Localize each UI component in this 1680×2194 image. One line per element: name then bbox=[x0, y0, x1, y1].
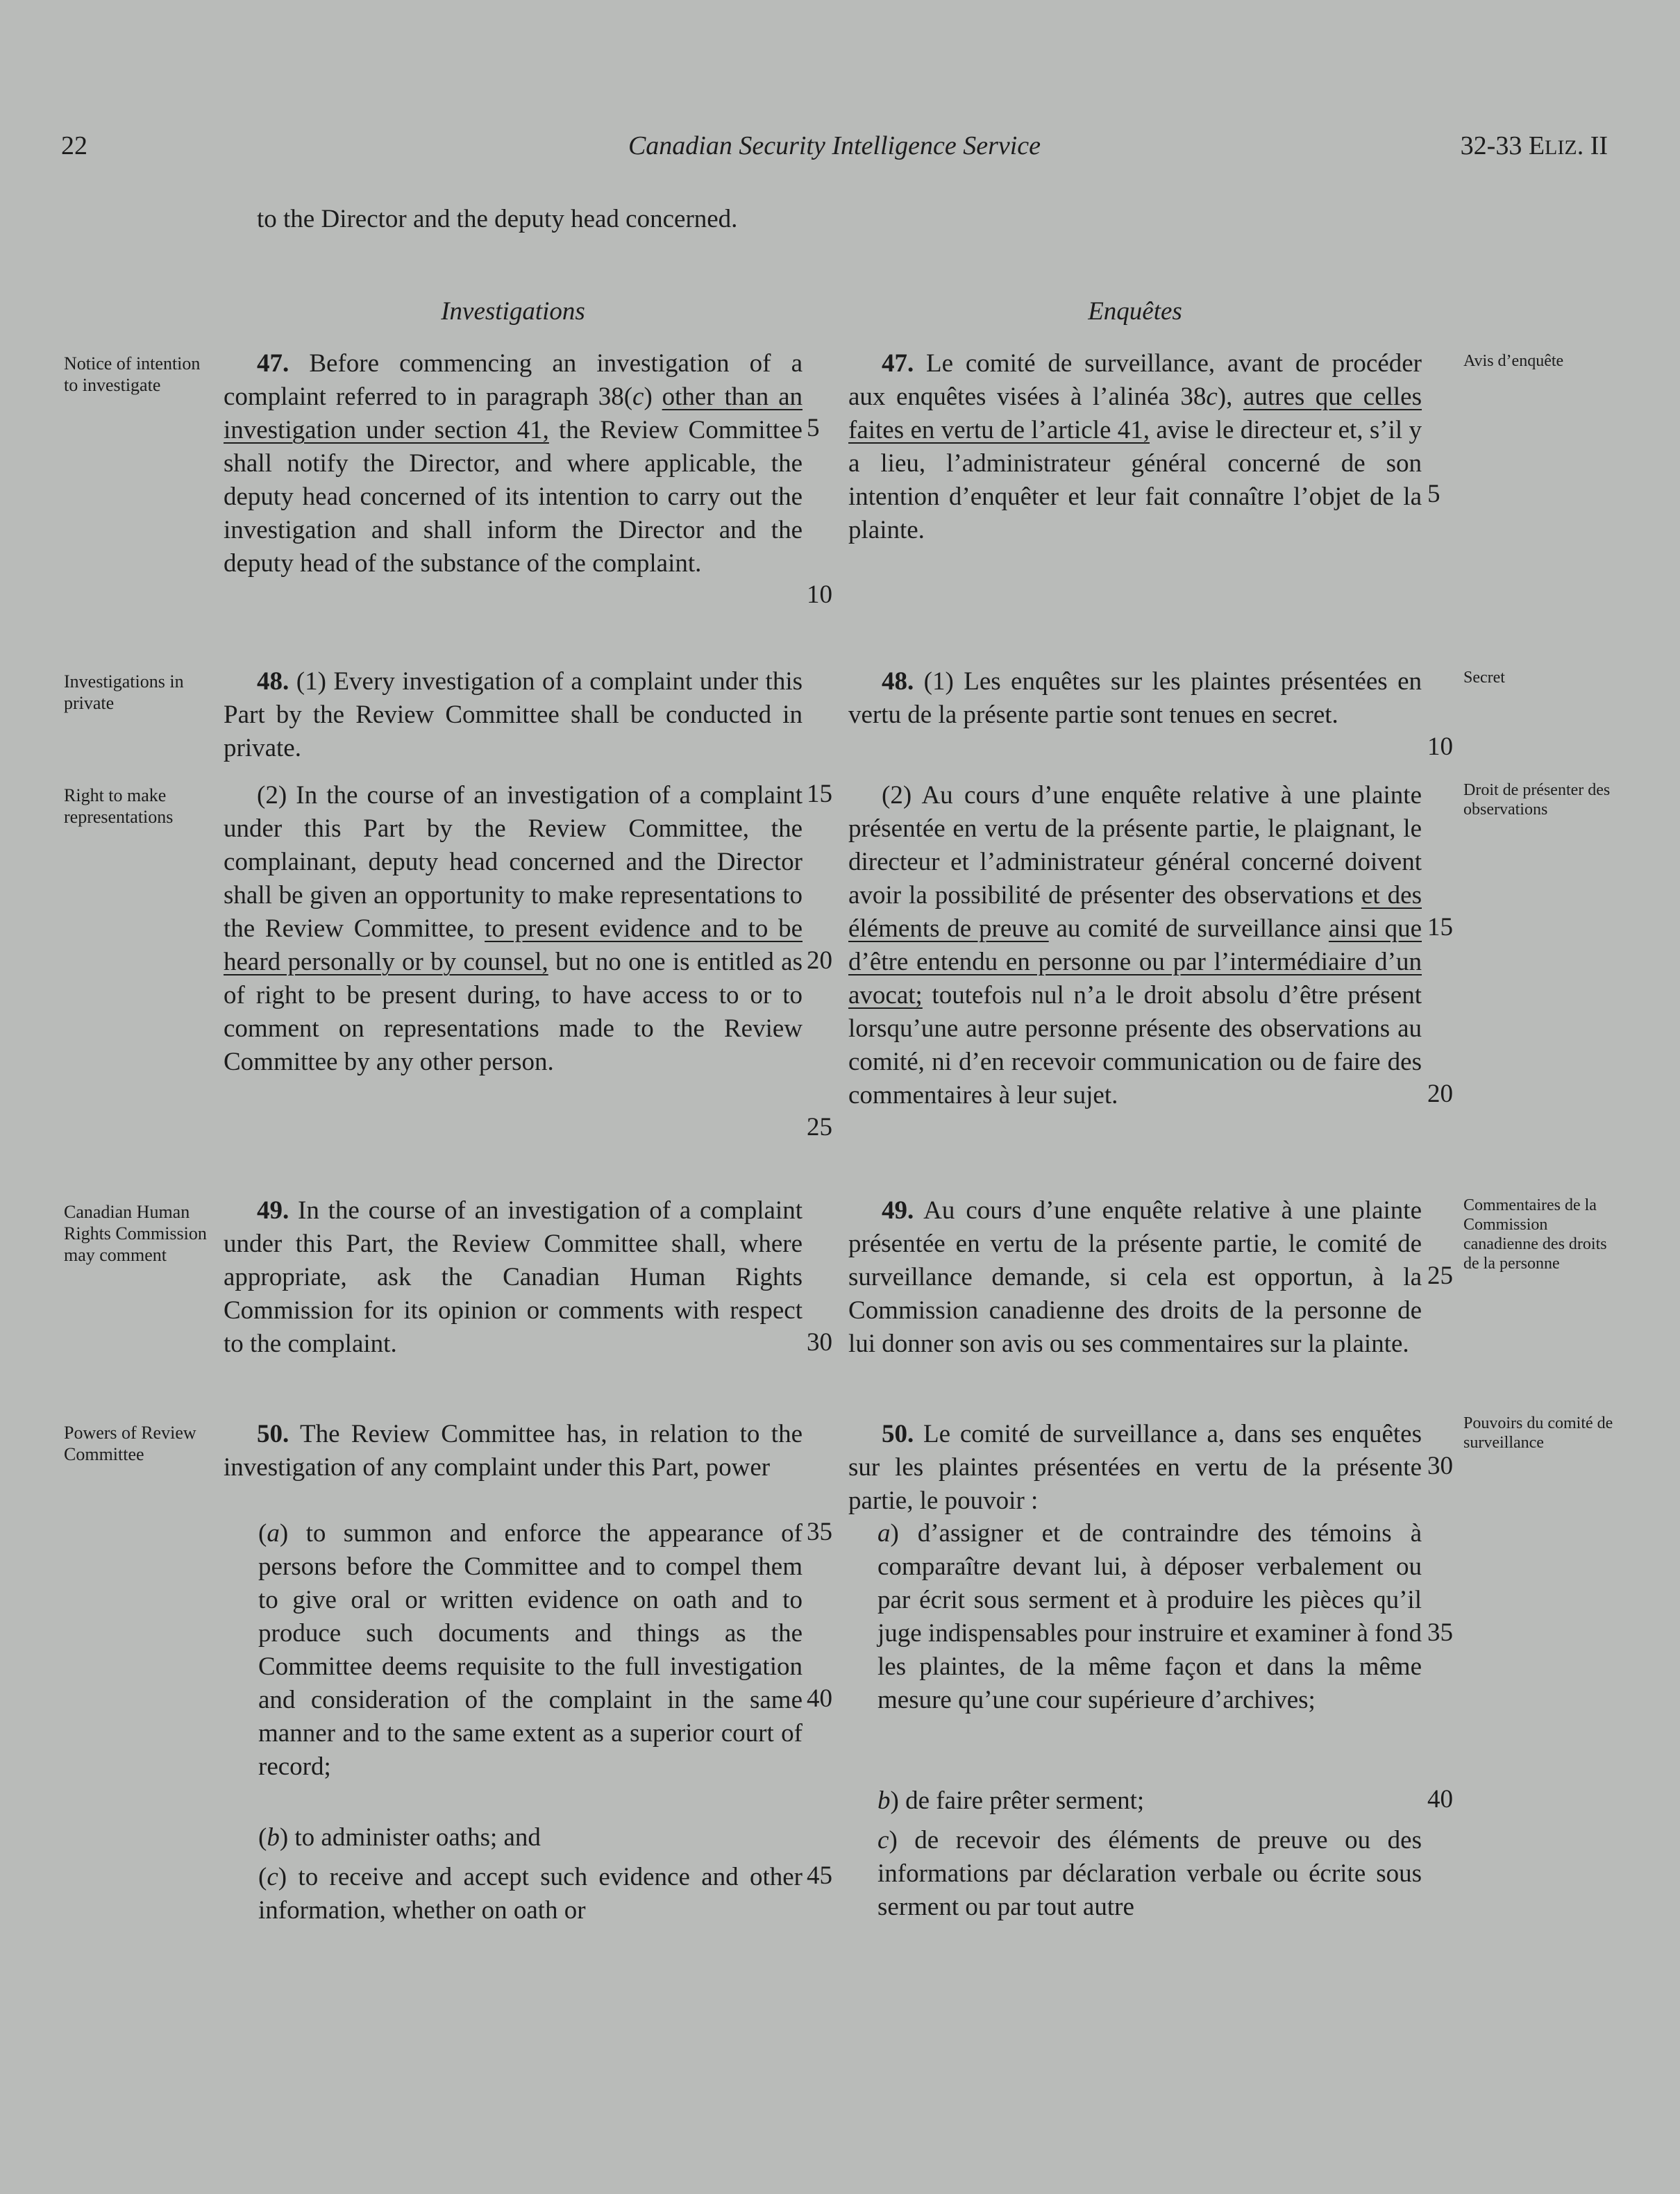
section-49-fr: 49. Au cours d’une enquête relative à une plainte présentée en vertu de la présente partie, le comité de surveillance demande, si cela est opportun, à la Commission canadienne des droits de la personne de lui donner son avis ou ses commentaires sur la plainte. bbox=[848, 1196, 1422, 1358]
line-number: 15 bbox=[1427, 913, 1453, 941]
margin-note-48-1-en: Investigations in private bbox=[64, 671, 184, 713]
section-48-1-fr: 48. (1) Les enquêtes sur les plaintes présentées en vertu de la présente partie sont tenues en secret. bbox=[848, 667, 1422, 729]
margin-note-50-en: Powers of Review Committee bbox=[64, 1423, 196, 1464]
margin-note-47-en: Notice of intention to investigate bbox=[64, 353, 201, 395]
line-number: 30 bbox=[1427, 1452, 1453, 1480]
line-number: 40 bbox=[1427, 1785, 1453, 1814]
section-50-b-fr: b) de faire prêter serment; bbox=[877, 1786, 1145, 1815]
line-number: 10 bbox=[1427, 732, 1453, 761]
line-number: 45 bbox=[807, 1861, 832, 1890]
section-49-en: 49. In the course of an investigation of a complaint under this Part, the Review Committee shall, where appropriate, ask the Canadian Human Rights Commission for its opinion or comments with respect to the complaint. bbox=[224, 1196, 803, 1358]
section-50-b-en: (b) to administer oaths; and bbox=[258, 1823, 541, 1852]
french-heading-enquetes: Enquêtes bbox=[1088, 297, 1182, 326]
line-number: 30 bbox=[807, 1328, 832, 1357]
section-50-a-fr: a) d’assigner et de contraindre des témoins à comparaître devant lui, à déposer verbalement ou par écrit sous serment et à produire les pièces qu’il juge indispensables pour instruire et examiner à fond les plaintes, de la même façon et dans la même mesure qu’une cour supérieure d’archives; bbox=[877, 1519, 1422, 1714]
section-50-fr: 50. Le comité de surveillance a, dans ses enquêtes sur les plaintes présentées en vertu de la présente partie, le pouvoir : bbox=[848, 1420, 1422, 1515]
line-number: 20 bbox=[807, 946, 832, 975]
margin-note-48-1-fr: Secret bbox=[1463, 669, 1505, 687]
section-48-2-fr: (2) Au cours d’une enquête relative à une plainte présentée en vertu de la présente partie, le plaignant, le directeur et l’administrateur général concerné doivent avoir la possibilité de présenter des observations et des éléments de preuve au comité de surveillance ainsi que d’être entendu en personne ou par l’intermédiaire d’un avocat; toutefois nul n’a le droit absolu d’être présent lorsqu’une autre personne présente des observations au comité, ni d’en recevoir communication ou de faire des commentaires à leur sujet. bbox=[848, 781, 1422, 1109]
margin-note-47-fr: Avis d’enquête bbox=[1463, 352, 1564, 370]
margin-note-50-fr: Pouvoirs du comité de surveillance bbox=[1463, 1414, 1613, 1452]
section-50-c-fr: c) de recevoir des éléments de preuve ou des informations par déclaration verbale ou écrite sous serment ou par tout autre bbox=[877, 1826, 1422, 1921]
line-number: 10 bbox=[807, 580, 832, 609]
line-number: 15 bbox=[807, 780, 832, 808]
section-48-1-en: 48. (1) Every investigation of a complaint under this Part by the Review Committee shall be conducted in private. bbox=[224, 667, 803, 762]
english-carryover: to the Director and the deputy head concerned. bbox=[257, 205, 738, 233]
regnal-year: 32-33 ELIZ. II bbox=[1460, 131, 1608, 160]
section-48-2-en: (2) In the course of an investigation of a complaint under this Part by the Review Committee, the complainant, deputy head concerned and the Director shall be given an opportunity to make representations to the Review Committee, to present evidence and to be heard personally or by counsel, but no one is entitled as of right to be present during, to have access to or to comment on representations made to the Review Committee by any other person. bbox=[224, 781, 803, 1076]
margin-note-49-fr: Commentaires de la Commission canadienne des droits de la personne bbox=[1463, 1196, 1607, 1273]
section-50-c-en: (c) to receive and accept such evidence and other information, whether on oath or bbox=[258, 1863, 803, 1925]
running-title: Canadian Security Intelligence Service bbox=[628, 131, 1041, 160]
margin-note-48-2-fr: Droit de présenter des observations bbox=[1463, 781, 1611, 819]
section-47-fr: 47. Le comité de surveillance, avant de procéder aux enquêtes visées à l’alinéa 38c), autres que celles faites en vertu de l’article 41, avise le directeur et, s’il y a lieu, l’administrateur général concerné de son intention d’enquêter et leur fait connaître l’objet de la plainte. bbox=[848, 349, 1422, 544]
english-heading-investigations: Investigations bbox=[441, 297, 585, 326]
line-number: 5 bbox=[807, 414, 820, 442]
page-number: 22 bbox=[61, 131, 87, 160]
margin-note-49-en: Canadian Human Rights Commission may comment bbox=[64, 1202, 207, 1265]
line-number: 40 bbox=[807, 1684, 832, 1713]
page-header bbox=[61, 131, 1608, 165]
line-number: 25 bbox=[807, 1113, 832, 1141]
line-number: 20 bbox=[1427, 1080, 1453, 1108]
margin-note-48-2-en: Right to make representations bbox=[64, 785, 174, 827]
line-number: 35 bbox=[807, 1518, 832, 1546]
line-number: 35 bbox=[1427, 1618, 1453, 1647]
line-number: 25 bbox=[1427, 1262, 1453, 1290]
section-47-en: 47. Before commencing an investigation of a complaint referred to in paragraph 38(c) other than an investigation under section 41, the Review Committee shall notify the Director, and where applicable, the deputy head concerned of its intention to carry out the investigation and shall inform the Director and the deputy head of the substance of the complaint. bbox=[224, 349, 803, 578]
section-50-en: 50. The Review Committee has, in relation to the investigation of any complaint under this Part, power bbox=[224, 1420, 803, 1482]
section-50-a-en: (a) to summon and enforce the appearance of persons before the Committee and to compel them to give oral or written evidence on oath and to produce such documents and things as the Committee deems requisite to the full investigation and consideration of the complaint in the same manner and to the same extent as a superior court of record; bbox=[258, 1519, 803, 1781]
line-number: 5 bbox=[1427, 480, 1440, 508]
